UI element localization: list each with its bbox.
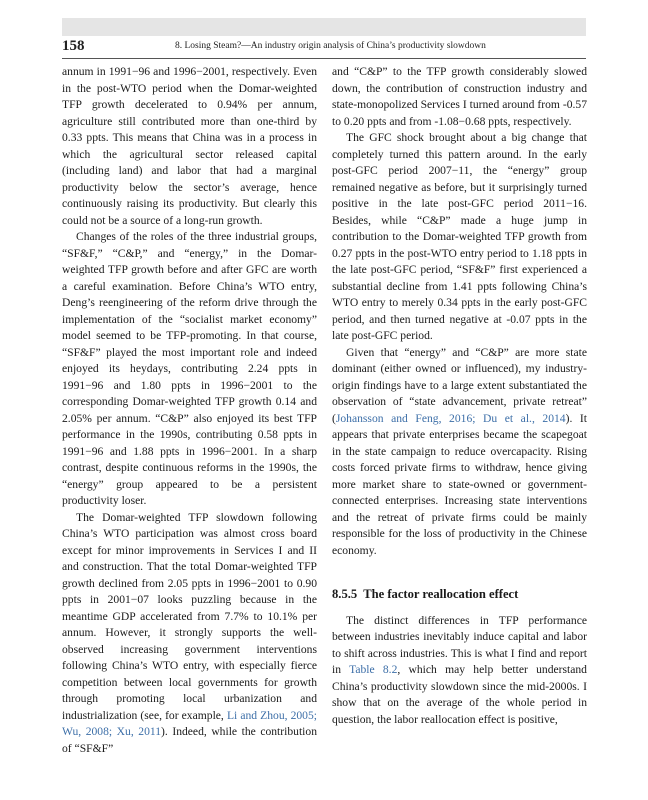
paragraph: annum in 1991−96 and 1996−2001, respectively. Even in the post-WTO period when the Domar-weighted TFP growth decelerated to 0.94% per annum, agriculture still contributed more than one-third by 0.33 ppts. This means that China was in a process in which the agricultural sector released capital (including land) and labor that had a marginal productivity below the sector’s average, hence continuously raising its productivity. But clearly this could not be a source of a long-run growth. xyxy=(62,65,317,227)
paragraph-text: The distinct differences in TFP performance between industries inevitably induce capital and labor to shift across industries. This is what I find and report in xyxy=(332,613,587,676)
paragraph: The GFC shock brought about a big change that completely turned this pattern around. In the early post-GFC period 2007−11, the “energy” group remained negative as before, but it surprisingly turned positive in the late post-GFC period 2011−16. Besides, while “C&P” made a huge jump in contribution to the Domar-weighted TFP growth from 0.27 ppts in the post-WTO entry period to 1.18 ppts in the late post-GFC period, “SF&F” first experienced a substantial decline from 1.41 ppts following China’s WTO entry to merely 0.34 ppts in the early post-GFC period, and then turned negative at -0.07 ppts in the late post-GFC period. xyxy=(332,131,587,342)
paragraph xyxy=(62,510,317,758)
paragraph-text: ). Indeed, while the contribution of “SF&F” xyxy=(62,725,317,755)
paragraph: Changes of the roles of the three industrial groups, “SF&F,” “C&P,” and “energy,” in the Domar-weighted TFP growth before and after GFC are worth a careful examination. Before China’s WTO entry, Deng’s reengineering of the reform drive through the implementation of the “socialist market economy” model seemed to be TFP-promoting. In that course, “SF&F” played the most important role and indeed enjoyed its heydays, contributing 2.24 ppts in 1991−96 and 1.80 ppts in 1996−2001 to the corresponding Domar-weighted TFP growth 0.14 and 2.05% per annum. “C&P” also enjoyed its best TFP performance in the 1990s, contributing 0.58 ppts in 1991−96 and 1.88 ppts in 1996−2001. In a sharp contrast, despite continuous reforms in the 1990s, the “energy” group appeared to be a persistent productivity loser. xyxy=(62,230,317,507)
table-reference-link[interactable]: Table 8.2 xyxy=(349,663,398,676)
page-number: 158 xyxy=(62,38,85,54)
paragraph xyxy=(332,345,587,560)
citation-link[interactable]: Johansson and Feng, 2016; Du et al., 2014 xyxy=(335,411,566,425)
left-column xyxy=(62,64,317,757)
citation-link[interactable]: Li and Zhou, 2005; Wu, 2008; Xu, 2011 xyxy=(62,708,317,738)
paragraph-text: The Domar-weighted TFP slowdown following China’s WTO participation was almost cross board except for minor improvements in Services I and II and construction. That the total Domar-weighted TFP growth declined from 2.05 ppts in 1996−2001 to 0.90 ppts in 2001−07 looks puzzling because in the meantime GDP accelerated from 7.7% to 10.1% per annum. However, it strongly supports the well-observed increasing government interventions following China’s WTO entry, with especially fierce competition between local governments for growth through promoting local urbanization and industrialization (see, for example, xyxy=(62,510,317,722)
paragraph-text: ). It appears that private enterprises became the scapegoat in the state campaign to reduce overcapacity. Rising costs forced private firms to withdraw, hence giving more market share to state-owned or government-connected enterprises. Increasing state interventions and the retreat of private firms could be mainly responsible for the loss of productivity in the Chinese economy. xyxy=(332,411,587,557)
section-title: The factor reallocation effect xyxy=(363,587,519,601)
paragraph xyxy=(332,613,587,729)
section-number: 8.5.5 xyxy=(332,587,358,601)
paragraph-text: Given that “energy” and “C&P” are more state dominant (either owned or influenced), my industry-origin findings have to a large extent substantiated the observation of “state advancement, private retreat” ( xyxy=(332,345,587,425)
paragraph-text: , which may help better understand China’s productivity slowdown since the mid-2000s. I show that on the average of the whole period in question, the labor reallocation effect is positive, xyxy=(332,663,587,726)
chapter-title: 8. Losing Steam?—An industry origin analysis of China’s productivity slowdown xyxy=(175,41,486,51)
section-heading xyxy=(332,586,587,603)
header-rule xyxy=(62,58,586,59)
right-column xyxy=(332,64,587,728)
header-bar xyxy=(62,18,586,36)
paragraph: and “C&P” to the TFP growth considerably slowed down, the contribution of construction industry and state-monopolized Services I turned around from -0.57 to 0.20 ppts and from -1.08−0.68 ppts, respectively. xyxy=(332,65,587,128)
running-head xyxy=(62,38,586,56)
